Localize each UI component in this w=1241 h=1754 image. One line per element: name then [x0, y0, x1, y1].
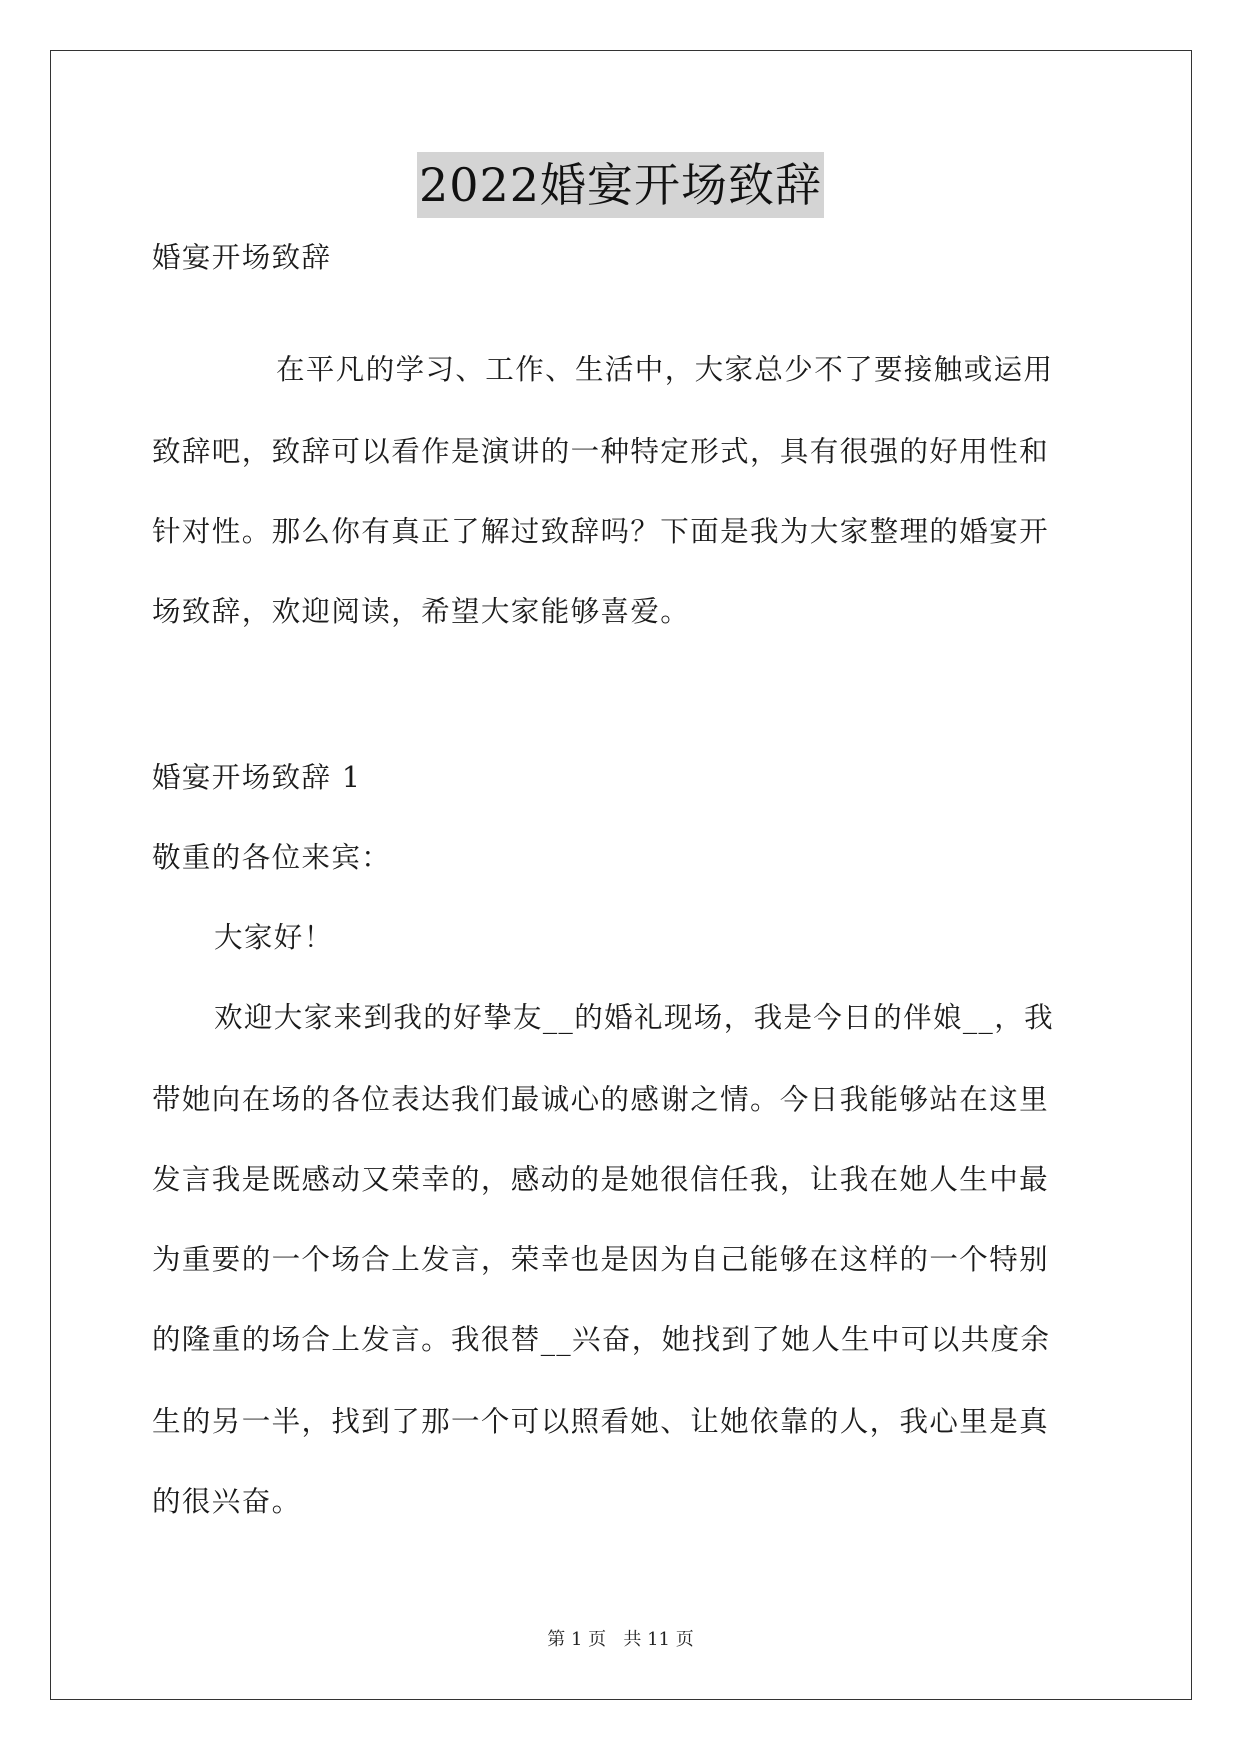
body-line: 的隆重的场合上发言。我很替__兴奋，她找到了她人生中可以共度余 [152, 1323, 1051, 1356]
intro-line: 在平凡的学习、工作、生活中，大家总少不了要接触或运用 [276, 353, 1054, 386]
section-title: 婚宴开场致辞 1 [152, 761, 362, 794]
body-line: 带她向在场的各位表达我们最诚心的感谢之情。今日我能够站在这里 [152, 1083, 1050, 1116]
intro-line: 致辞吧，致辞可以看作是演讲的一种特定形式，具有很强的好用性和 [152, 435, 1050, 468]
body-line: 的很兴奋。 [152, 1485, 302, 1518]
page-number: 第 1 页 共 11 页 [547, 1629, 694, 1650]
title-container [0, 152, 1241, 218]
intro-line: 场致辞，欢迎阅读，希望大家能够喜爱。 [152, 595, 691, 628]
body-line: 发言我是既感动又荣幸的，感动的是她很信任我，让我在她人生中最 [152, 1163, 1050, 1196]
body-line: 生的另一半，找到了那一个可以照看她、让她依靠的人，我心里是真 [152, 1405, 1050, 1438]
body-line: 为重要的一个场合上发言，荣幸也是因为自己能够在这样的一个特别 [152, 1243, 1050, 1276]
greeting: 大家好！ [214, 921, 334, 954]
body-line: 欢迎大家来到我的好挚友__的婚礼现场，我是今日的伴娘__，我 [214, 1001, 1055, 1034]
document-heading: 婚宴开场致辞 [152, 241, 332, 274]
document-title: 2022婚宴开场致辞 [417, 152, 824, 218]
intro-line: 针对性。那么你有真正了解过致辞吗？下面是我为大家整理的婚宴开 [152, 515, 1050, 548]
salutation: 敬重的各位来宾： [152, 841, 392, 874]
